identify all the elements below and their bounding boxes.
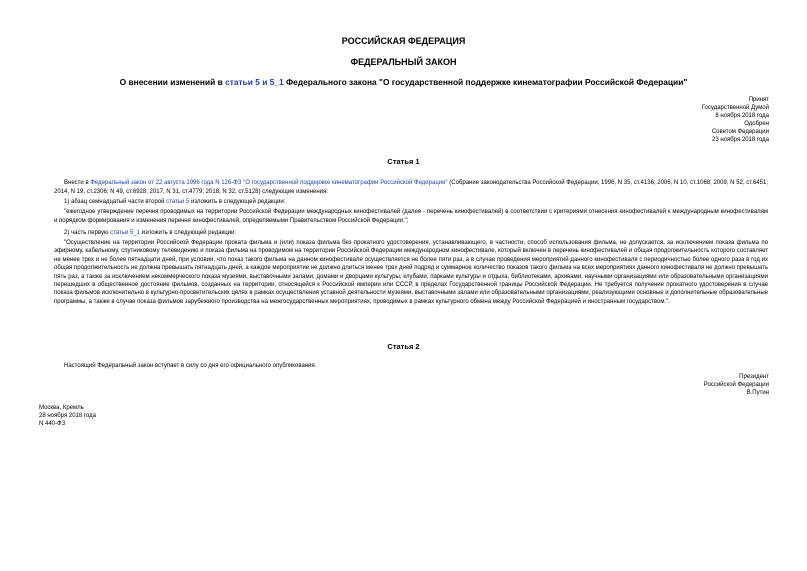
item2-article-link[interactable]: статьи 5_1 xyxy=(110,230,140,236)
footer-line: Москва, Кремль xyxy=(39,405,84,411)
item1-suffix: изложить в следующей редакции: xyxy=(189,199,286,205)
adoption-block xyxy=(702,96,769,144)
adoption-line: Принят xyxy=(748,97,769,103)
intro-prefix: Внести в xyxy=(64,180,91,186)
country-heading: РОССИЙСКАЯ ФЕДЕРАЦИЯ xyxy=(341,36,466,46)
title-prefix: О внесении изменений в xyxy=(119,77,226,87)
adoption-line: Советом Федерации xyxy=(711,129,769,135)
signature-line: В.Путин xyxy=(746,390,769,396)
intro-law-link[interactable]: Федеральный закон от 22 августа 1996 года N 126-ФЗ "О государственной поддержке кинематографии Российской Федерации" xyxy=(90,180,448,186)
article1-item1-text: "ежегодное утверждение перечня проводимых на территории Российской Федерации международных кинофестивалей (далее - перечень кинофестивалей) в соответствии с критериями отнесения кинофестивалей к международным кинофестивалям и порядком формирования и изменения перечня кинофестивалей, определяемыми Правительством Российской Федерации;"; xyxy=(54,209,768,224)
adoption-line: 8 ноября 2018 года xyxy=(715,113,769,119)
adoption-line: 23 ноября 2018 года xyxy=(712,137,769,143)
intro-suffix: (Собрание законодательства Российской Федерации, 1996, N 35, ст.4136; 2006, N 10, ст.1068; 2009, N 52, ст.6451; 2014, N 19, ст.2306; N 49, ст.6928; 2017, N 31, ст.4779; 2018, N 32, ст.5128) следующие изменения: xyxy=(54,180,768,195)
item1-prefix: 1) абзац семнадцатый части второй xyxy=(64,199,167,205)
signature-line: Российской Федерации xyxy=(703,382,769,388)
article1-item1 xyxy=(54,198,768,207)
law-title xyxy=(0,77,807,87)
article2-heading: Статья 2 xyxy=(387,342,420,351)
footer-line: 28 ноября 2018 года xyxy=(39,413,96,419)
article1-intro xyxy=(54,179,768,196)
article1-item2-text: "Осуществление на территории Российской Федерации проката фильма и (или) показа фильма без прокатного удостоверения, устанавливающего, в частности, способ использования фильма, не допускается, за исключением показа фильма по эфирному, кабельному, спутниковому телевидению и показа фильма на проводимом на территории Российской Федерации международном кинофестивале, который включен в перечень кинофестивалей и общая продолжительность которого составляет не менее трех и не более пятнадцати дней, при условии, что показ такого фильма на данном кинофестивале осуществляется не более пяти раз, а в случае проведения мероприятий данного кинофестиваля с периодичностью более одного раза в год их общая продолжительность не должна превышать пятнадцать дней, а каждое мероприятие не должно длиться менее трех дней подряд и суммарное количество показов такого фильма на всех мероприятиях данного кинофестиваля не должно превышать пять раз, а также за исключением некоммерческого показа музеями, выставочными залами, домами и дворцами культуры, клубами, парками культуры и отдыха, библиотеками, архивами, научными организациями или образовательными организациями перешедших в общественное достояние фильмов, созданных на территории, относящейся к Российской империи или СССР, в пределах Государственной границы Российской Федерации. Не требуется получение прокатного удостоверения в случае показа фильмов исключительно в культурно-просветительских целях в рамках осуществления уставной деятельности музеями, выставочными залами или образовательными организациями, реализующими основные и дополнительные образовательные программы, а также в случае показа фильмов зарубежного производства на межгосударственных мероприятиях, проводимых в рамках культурного обмена между Российской Федерацией и иностранным государством.". xyxy=(54,240,768,305)
adoption-line: Одобрен xyxy=(744,121,769,127)
item1-article-link[interactable]: статьи 5 xyxy=(166,199,190,205)
article1-heading: Статья 1 xyxy=(387,157,420,166)
title-suffix: Федерального закона "О государственной поддержке кинематографии Российской Федерации" xyxy=(283,77,688,87)
adoption-line: Государственной Думой xyxy=(701,105,769,111)
article2-text: Настоящий Федеральный закон вступает в силу со дня его официального опубликования. xyxy=(64,363,317,369)
footer-line: N 440-ФЗ xyxy=(39,421,66,427)
article1-item2 xyxy=(54,229,768,238)
item2-prefix: 2) часть первую xyxy=(64,230,111,236)
signature-line: Президент xyxy=(739,374,769,380)
doc-type-heading: ФЕДЕРАЛЬНЫЙ ЗАКОН xyxy=(350,57,457,67)
title-link-articles[interactable]: статьи 5 и 5_1 xyxy=(225,77,284,87)
item2-suffix: изложить в следующей редакции: xyxy=(139,230,236,236)
signature-block xyxy=(704,373,769,397)
footer-block xyxy=(39,404,96,428)
